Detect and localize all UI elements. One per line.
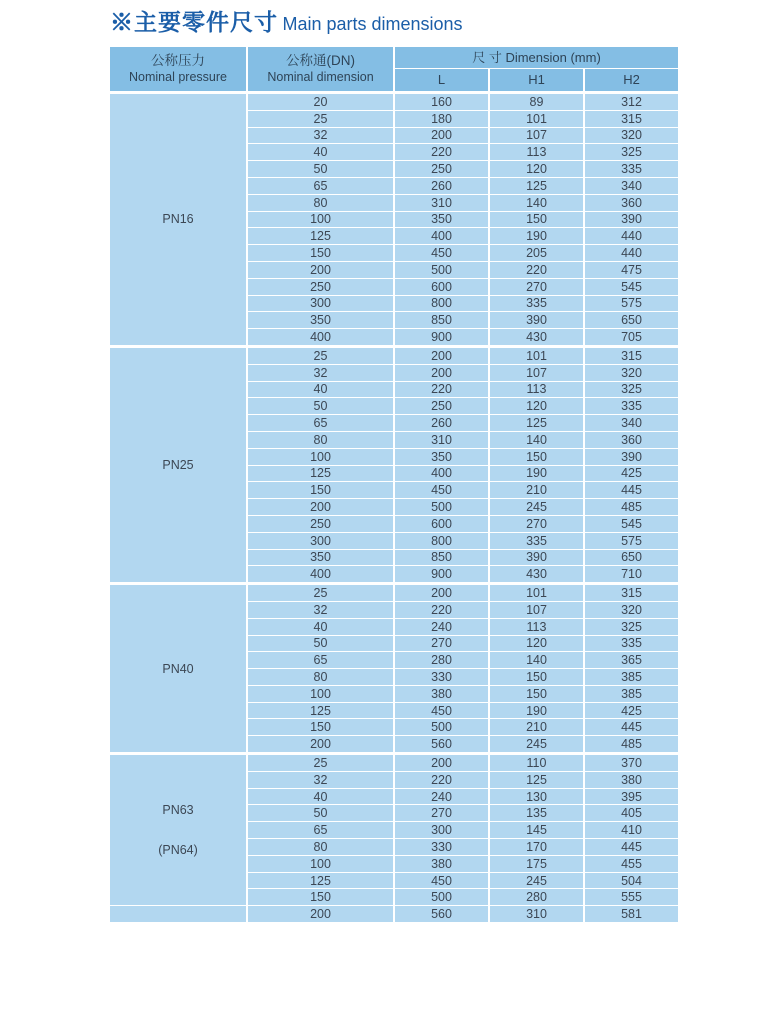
h1-cell: 205 <box>489 245 584 262</box>
l-cell: 450 <box>394 482 489 499</box>
dn-cell: 100 <box>247 685 394 702</box>
pressure-label: PN40 <box>162 661 194 676</box>
h2-cell: 650 <box>584 312 679 329</box>
h1-cell: 113 <box>489 144 584 161</box>
dn-cell: 125 <box>247 228 394 245</box>
pressure-label: PN16 <box>162 212 194 227</box>
h1-cell: 210 <box>489 719 584 736</box>
l-cell: 500 <box>394 889 489 906</box>
l-cell: 900 <box>394 329 489 347</box>
dimension-group-header: 尺 寸 Dimension (mm) <box>394 47 679 69</box>
dn-cell: 150 <box>247 889 394 906</box>
h2-cell: 380 <box>584 771 679 788</box>
h2-cell: 315 <box>584 346 679 364</box>
dn-cell: 400 <box>247 566 394 584</box>
col-header-l: L <box>394 69 489 93</box>
l-cell: 500 <box>394 261 489 278</box>
h2-cell: 360 <box>584 431 679 448</box>
table-row <box>109 584 679 602</box>
dn-cell: 65 <box>247 652 394 669</box>
h2-cell: 335 <box>584 635 679 652</box>
h1-cell: 175 <box>489 855 584 872</box>
dn-cell: 25 <box>247 584 394 602</box>
dn-cell: 25 <box>247 346 394 364</box>
dn-cell: 200 <box>247 736 394 754</box>
dn-column-header <box>247 47 394 93</box>
table-row <box>109 346 679 364</box>
dn-cell: 25 <box>247 110 394 127</box>
l-cell: 250 <box>394 398 489 415</box>
h1-cell: 280 <box>489 889 584 906</box>
pressure-cell <box>109 346 247 583</box>
l-cell: 800 <box>394 532 489 549</box>
h1-cell: 150 <box>489 448 584 465</box>
h2-cell: 365 <box>584 652 679 669</box>
h1-cell: 245 <box>489 736 584 754</box>
h1-cell: 120 <box>489 635 584 652</box>
l-cell: 250 <box>394 161 489 178</box>
h1-cell: 120 <box>489 398 584 415</box>
dn-cell: 32 <box>247 364 394 381</box>
h2-cell: 385 <box>584 685 679 702</box>
l-cell: 450 <box>394 245 489 262</box>
dn-cell: 65 <box>247 177 394 194</box>
section-pn16 <box>109 93 679 347</box>
dn-cell: 200 <box>247 906 394 923</box>
l-cell: 450 <box>394 872 489 889</box>
l-cell: 380 <box>394 685 489 702</box>
l-cell: 560 <box>394 906 489 923</box>
l-cell: 220 <box>394 144 489 161</box>
h2-cell: 445 <box>584 482 679 499</box>
pressure-label-alt: (PN64) <box>158 843 198 858</box>
dn-cell: 50 <box>247 398 394 415</box>
h2-cell: 485 <box>584 499 679 516</box>
h2-cell: 385 <box>584 669 679 686</box>
h1-cell: 107 <box>489 364 584 381</box>
l-cell: 400 <box>394 228 489 245</box>
col-header-h1: H1 <box>489 69 584 93</box>
table-row <box>109 754 679 772</box>
l-cell: 200 <box>394 754 489 772</box>
l-cell: 450 <box>394 702 489 719</box>
dn-cell: 150 <box>247 719 394 736</box>
h2-cell: 325 <box>584 381 679 398</box>
l-cell: 310 <box>394 431 489 448</box>
dn-header-chinese: 公称通(DN) <box>286 52 355 68</box>
h1-cell: 150 <box>489 669 584 686</box>
pressure-cell-empty <box>109 906 247 923</box>
h2-cell: 335 <box>584 161 679 178</box>
h1-cell: 190 <box>489 228 584 245</box>
dn-cell: 125 <box>247 465 394 482</box>
h2-cell: 575 <box>584 295 679 312</box>
dn-cell: 50 <box>247 805 394 822</box>
l-cell: 850 <box>394 312 489 329</box>
h1-cell: 245 <box>489 499 584 516</box>
l-cell: 200 <box>394 127 489 144</box>
h1-cell: 125 <box>489 771 584 788</box>
dn-cell: 80 <box>247 669 394 686</box>
h2-cell: 405 <box>584 805 679 822</box>
dn-cell: 250 <box>247 515 394 532</box>
page-title-english: Main parts dimensions <box>282 14 463 34</box>
l-cell: 220 <box>394 771 489 788</box>
l-cell: 800 <box>394 295 489 312</box>
h1-cell: 170 <box>489 839 584 856</box>
h2-cell: 320 <box>584 127 679 144</box>
h2-cell: 312 <box>584 93 679 111</box>
h1-cell: 140 <box>489 652 584 669</box>
dn-cell: 40 <box>247 788 394 805</box>
dn-cell: 125 <box>247 702 394 719</box>
page-title <box>110 4 463 37</box>
h1-cell: 140 <box>489 194 584 211</box>
l-cell: 500 <box>394 719 489 736</box>
table-header <box>109 47 679 93</box>
dn-cell: 200 <box>247 499 394 516</box>
dn-cell: 300 <box>247 295 394 312</box>
h1-cell: 210 <box>489 482 584 499</box>
h2-cell: 545 <box>584 278 679 295</box>
l-cell: 400 <box>394 465 489 482</box>
section-pn25 <box>109 346 679 583</box>
pressure-header-chinese: 公称压力 <box>151 52 205 68</box>
dn-cell: 100 <box>247 855 394 872</box>
h1-cell: 335 <box>489 295 584 312</box>
l-cell: 270 <box>394 805 489 822</box>
h1-cell: 270 <box>489 515 584 532</box>
h2-cell: 485 <box>584 736 679 754</box>
dn-cell: 300 <box>247 532 394 549</box>
h1-cell: 390 <box>489 312 584 329</box>
h2-cell: 425 <box>584 702 679 719</box>
h2-cell: 425 <box>584 465 679 482</box>
pressure-label: PN63 <box>162 803 194 818</box>
l-cell: 560 <box>394 736 489 754</box>
dn-cell: 150 <box>247 482 394 499</box>
l-cell: 330 <box>394 839 489 856</box>
l-cell: 240 <box>394 788 489 805</box>
pressure-cell <box>109 754 247 906</box>
dimensions-table <box>108 46 680 923</box>
dn-header-english: Nominal dimension <box>267 69 374 84</box>
h2-cell: 340 <box>584 415 679 432</box>
dn-cell: 100 <box>247 211 394 228</box>
h1-cell: 107 <box>489 601 584 618</box>
l-cell: 500 <box>394 499 489 516</box>
h1-cell: 110 <box>489 754 584 772</box>
h1-cell: 310 <box>489 906 584 923</box>
h1-cell: 113 <box>489 618 584 635</box>
h1-cell: 113 <box>489 381 584 398</box>
l-cell: 260 <box>394 415 489 432</box>
h2-cell: 370 <box>584 754 679 772</box>
l-cell: 180 <box>394 110 489 127</box>
h2-cell: 440 <box>584 228 679 245</box>
h1-cell: 101 <box>489 346 584 364</box>
l-cell: 220 <box>394 381 489 398</box>
dn-cell: 65 <box>247 822 394 839</box>
l-cell: 270 <box>394 635 489 652</box>
l-cell: 300 <box>394 822 489 839</box>
h2-cell: 315 <box>584 110 679 127</box>
dn-cell: 80 <box>247 431 394 448</box>
l-cell: 260 <box>394 177 489 194</box>
l-cell: 200 <box>394 346 489 364</box>
h1-cell: 245 <box>489 872 584 889</box>
l-cell: 280 <box>394 652 489 669</box>
l-cell: 900 <box>394 566 489 584</box>
dn-cell: 200 <box>247 261 394 278</box>
h2-cell: 555 <box>584 889 679 906</box>
h2-cell: 475 <box>584 261 679 278</box>
pressure-header-english: Nominal pressure <box>129 69 227 84</box>
l-cell: 220 <box>394 601 489 618</box>
dn-cell: 65 <box>247 415 394 432</box>
h2-cell: 325 <box>584 618 679 635</box>
h1-cell: 335 <box>489 532 584 549</box>
dn-cell: 50 <box>247 635 394 652</box>
l-cell: 350 <box>394 211 489 228</box>
dn-cell: 50 <box>247 161 394 178</box>
l-cell: 380 <box>394 855 489 872</box>
h2-cell: 440 <box>584 245 679 262</box>
h2-cell: 315 <box>584 584 679 602</box>
col-header-h2: H2 <box>584 69 679 93</box>
h2-cell: 320 <box>584 364 679 381</box>
table-row <box>109 906 679 923</box>
h2-cell: 705 <box>584 329 679 347</box>
dn-cell: 25 <box>247 754 394 772</box>
dn-cell: 32 <box>247 771 394 788</box>
dn-cell: 32 <box>247 127 394 144</box>
dn-cell: 400 <box>247 329 394 347</box>
h2-cell: 410 <box>584 822 679 839</box>
h2-cell: 575 <box>584 532 679 549</box>
h1-cell: 130 <box>489 788 584 805</box>
dn-cell: 40 <box>247 144 394 161</box>
h1-cell: 150 <box>489 211 584 228</box>
dn-cell: 40 <box>247 381 394 398</box>
h2-cell: 335 <box>584 398 679 415</box>
h2-cell: 360 <box>584 194 679 211</box>
h1-cell: 220 <box>489 261 584 278</box>
h2-cell: 390 <box>584 448 679 465</box>
l-cell: 600 <box>394 278 489 295</box>
h1-cell: 430 <box>489 329 584 347</box>
header-row-1 <box>109 47 679 69</box>
h2-cell: 340 <box>584 177 679 194</box>
h2-cell: 445 <box>584 839 679 856</box>
table-row <box>109 93 679 111</box>
h2-cell: 581 <box>584 906 679 923</box>
h1-cell: 270 <box>489 278 584 295</box>
h2-cell: 390 <box>584 211 679 228</box>
h1-cell: 190 <box>489 465 584 482</box>
h1-cell: 145 <box>489 822 584 839</box>
pressure-column-header <box>109 47 247 93</box>
dn-cell: 150 <box>247 245 394 262</box>
dn-cell: 20 <box>247 93 394 111</box>
dn-cell: 80 <box>247 194 394 211</box>
h1-cell: 101 <box>489 110 584 127</box>
h1-cell: 430 <box>489 566 584 584</box>
h1-cell: 135 <box>489 805 584 822</box>
h2-cell: 395 <box>584 788 679 805</box>
h1-cell: 190 <box>489 702 584 719</box>
h1-cell: 150 <box>489 685 584 702</box>
dn-cell: 80 <box>247 839 394 856</box>
h1-cell: 125 <box>489 177 584 194</box>
dn-cell: 100 <box>247 448 394 465</box>
section-pn63 <box>109 754 679 923</box>
dn-cell: 40 <box>247 618 394 635</box>
dn-cell: 250 <box>247 278 394 295</box>
l-cell: 600 <box>394 515 489 532</box>
l-cell: 310 <box>394 194 489 211</box>
page-title-chinese: ※主要零件尺寸 <box>110 9 278 35</box>
dn-cell: 350 <box>247 312 394 329</box>
h1-cell: 140 <box>489 431 584 448</box>
l-cell: 850 <box>394 549 489 566</box>
l-cell: 160 <box>394 93 489 111</box>
dn-cell: 32 <box>247 601 394 618</box>
l-cell: 350 <box>394 448 489 465</box>
l-cell: 200 <box>394 584 489 602</box>
h2-cell: 710 <box>584 566 679 584</box>
h1-cell: 107 <box>489 127 584 144</box>
h1-cell: 89 <box>489 93 584 111</box>
h2-cell: 545 <box>584 515 679 532</box>
h1-cell: 101 <box>489 584 584 602</box>
h2-cell: 325 <box>584 144 679 161</box>
h2-cell: 445 <box>584 719 679 736</box>
l-cell: 200 <box>394 364 489 381</box>
section-pn40 <box>109 584 679 754</box>
dn-cell: 350 <box>247 549 394 566</box>
l-cell: 330 <box>394 669 489 686</box>
pressure-cell <box>109 93 247 347</box>
h2-cell: 650 <box>584 549 679 566</box>
pressure-cell <box>109 584 247 754</box>
pressure-label: PN25 <box>162 458 194 473</box>
h1-cell: 125 <box>489 415 584 432</box>
h2-cell: 320 <box>584 601 679 618</box>
h1-cell: 120 <box>489 161 584 178</box>
h1-cell: 390 <box>489 549 584 566</box>
h2-cell: 504 <box>584 872 679 889</box>
h2-cell: 455 <box>584 855 679 872</box>
dn-cell: 125 <box>247 872 394 889</box>
l-cell: 240 <box>394 618 489 635</box>
